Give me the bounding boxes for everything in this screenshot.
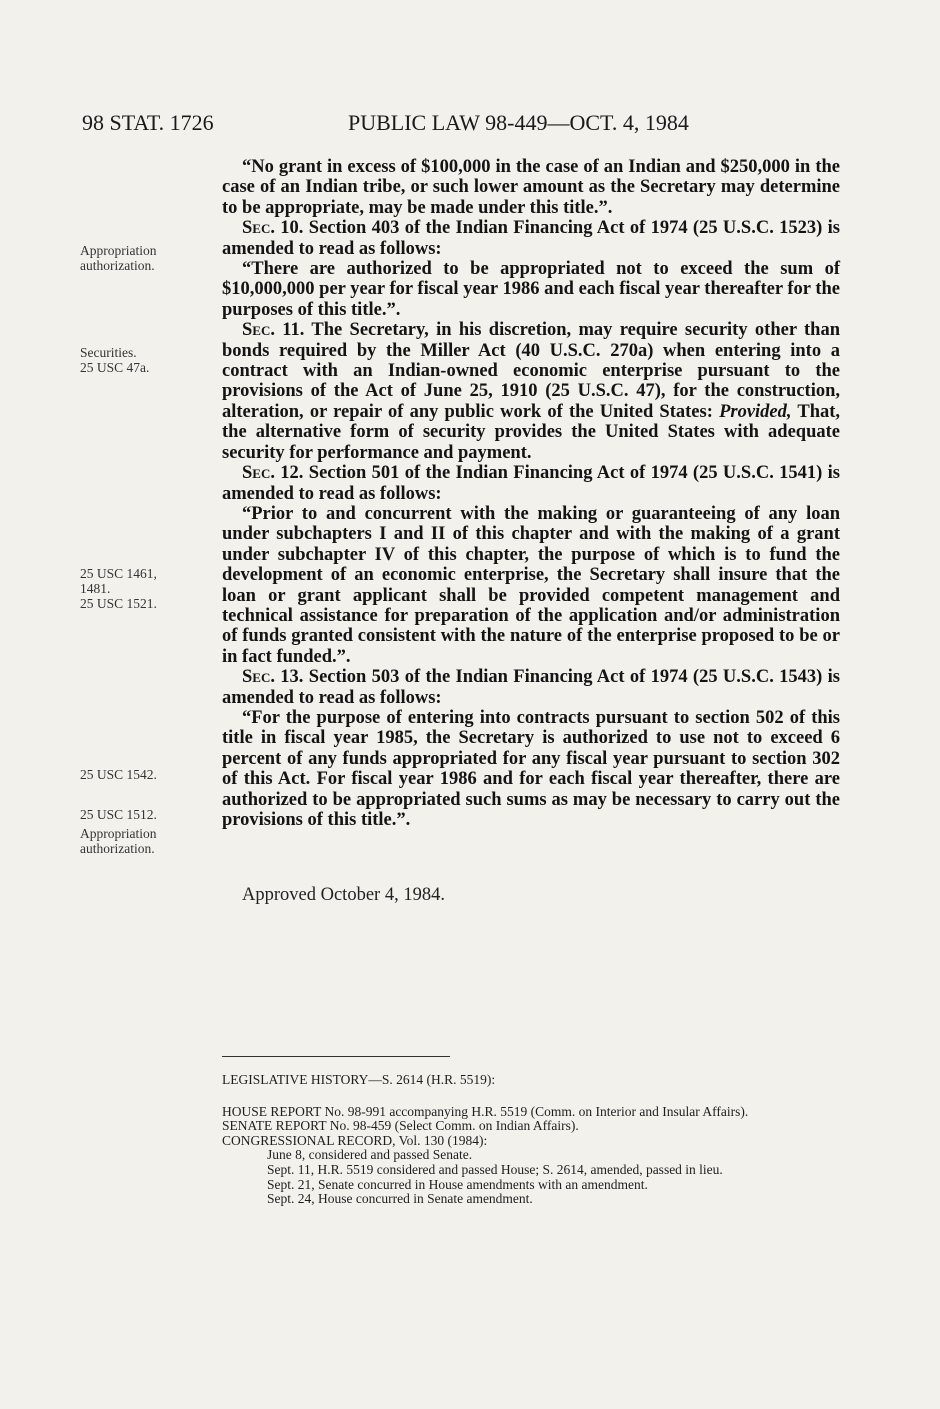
section-13-text: Section 503 of the Indian Financing Act of 1974 (25 U.S.C. 1543) is amended to read as follows: <box>222 667 840 708</box>
senate-report: SENATE REPORT No. 98-459 (Select Comm. on Indian Affairs). <box>222 1118 579 1134</box>
section-12 <box>222 463 840 504</box>
margin-note-securities: Securities. 25 USC 47a. <box>80 345 150 375</box>
section-13 <box>222 667 840 708</box>
section-13-label: Sec. 13. <box>242 667 304 688</box>
history-entry: Sept. 21, Senate concurred in House amendments with an amendment. <box>267 1176 648 1192</box>
margin-note-appropriation: Appropriation authorization. <box>80 243 157 273</box>
stat-citation: 98 STAT. 1726 <box>82 110 214 135</box>
section-11-text-b: That, the alternative form of security provides the United States with adequate security for performance and payment. <box>222 401 841 463</box>
paragraph-grant-limit: “No grant in excess of $100,000 in the case of an Indian and $250,000 in the case of an Indian tribe, or such lower amount as the Secretary may determine to be appropriate, may be made under this title.”. <box>222 157 840 218</box>
section-12-label: Sec. 12. <box>242 463 304 484</box>
congressional-record: CONGRESSIONAL RECORD, Vol. 130 (1984): <box>222 1132 488 1148</box>
page-header <box>0 110 940 140</box>
section-11-label: Sec. 11. <box>242 320 305 341</box>
history-entry: Sept. 24, House concurred in Senate amendment. <box>267 1191 533 1207</box>
statute-body <box>222 157 840 830</box>
house-report: HOUSE REPORT No. 98-991 accompanying H.R. 5519 (Comm. on Interior and Insular Affairs). <box>222 1103 749 1119</box>
section-10-label: Sec. 10. <box>242 218 304 239</box>
provided-term: Provided, <box>719 401 792 422</box>
margin-note-usc-1461: 25 USC 1461, 1481. 25 USC 1521. <box>80 566 157 611</box>
divider <box>222 1056 450 1057</box>
page-title: PUBLIC LAW 98-449—OCT. 4, 1984 <box>348 110 689 135</box>
margin-note-usc-1512: 25 USC 1512. <box>80 807 157 822</box>
history-title: LEGISLATIVE HISTORY—S. 2614 (H.R. 5519): <box>222 1072 496 1087</box>
approval-date: Approved October 4, 1984. <box>242 885 445 905</box>
history-entry: Sept. 11, H.R. 5519 considered and passed House; S. 2614, amended, passed in lieu. <box>267 1161 723 1177</box>
section-10-text: Section 403 of the Indian Financing Act of 1974 (25 U.S.C. 1523) is amended to read as follows: <box>222 218 840 259</box>
paragraph-authorization: “There are authorized to be appropriated not to exceed the sum of $10,000,000 per year for fiscal year 1986 and each fiscal year thereafter for the purposes of this title.”. <box>222 259 840 320</box>
paragraph-contracts: “For the purpose of entering into contracts pursuant to section 502 of this title in fiscal year 1985, the Secretary is authorized to use not to exceed 6 percent of any funds appropriated for any fiscal year pursuant to section 302 of this Act. For fiscal year 1986 and for each fiscal year thereafter, there are authorized to be appropriated such sums as may be necessary to carry out the provisions of this title.”. <box>222 707 840 830</box>
section-10 <box>222 218 840 259</box>
margin-note-appropriation-2: Appropriation authorization. <box>80 826 157 856</box>
section-12-text: Section 501 of the Indian Financing Act of 1974 (25 U.S.C. 1541) is amended to read as follows: <box>222 463 840 504</box>
history-entry: June 8, considered and passed Senate. <box>267 1147 473 1163</box>
section-11 <box>222 320 840 463</box>
legislative-history <box>222 1073 847 1207</box>
paragraph-technical-assistance: “Prior to and concurrent with the making or guaranteeing of any loan under subchapters I and II of this chapter and with the making of a grant under subchapter IV of this chapter, the purpose of which is to fund the development of an economic enterprise, the Secretary shall insure that the loan or grant applicant shall be provided competent management and technical assistance for preparation of the application and/or administration of funds granted consistent with the nature of the enterprise proposed to be or in fact funded.”. <box>222 503 840 667</box>
margin-note-usc-1542: 25 USC 1542. <box>80 767 157 782</box>
section-11-text-a: The Secretary, in his discretion, may require security other than bonds required by the Miller Act (40 U.S.C. 270a) when entering into a contract with an Indian-owned economic enterprise pursuant to the provisions of the Act of June 25, 1910 (25 U.S.C. 47), for the construction, alteration, or repair of any public work of the United States: <box>222 320 840 422</box>
